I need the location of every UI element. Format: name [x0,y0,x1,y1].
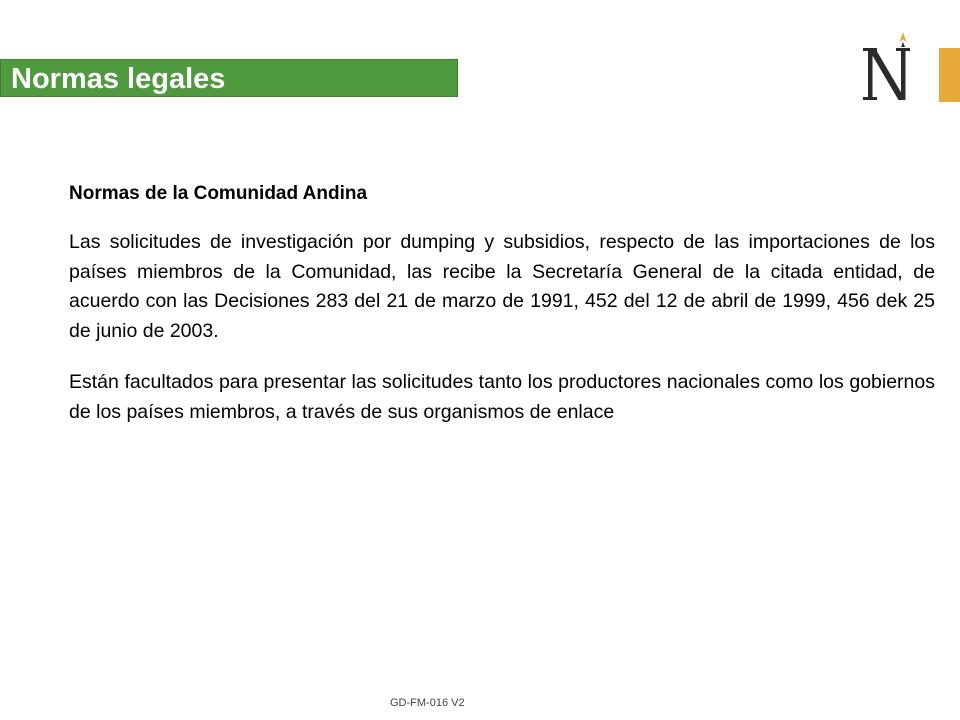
paragraph-solicitudes: Las solicitudes de investigación por dumping y subsidios, respecto de las importaciones de los países miembros de la Comunidad, las recibe la Secretaría General de la citada entidad, de acuerdo con las Decisiones 283 del 21 de marzo de 1991, 452 del 12 de abril de 1999, 456 dek 25 de junio de 2003. [69,231,935,342]
page-title: Normas legales [11,63,226,95]
logo-accent-bar [939,48,960,102]
logo-star-icon [900,32,907,42]
document-body [69,180,935,449]
section-heading: Normas de la Comunidad Andina [69,183,368,204]
n-star-logo-icon [860,30,920,104]
paragraph-facultados: Están facultados para presentar las solicitudes tanto los productores nacionales como los gobiernos de los países miembros, a través de sus organismos de enlace [69,371,935,423]
title-banner [0,59,458,97]
document-code: GD-FM-016 V2 [390,697,465,709]
